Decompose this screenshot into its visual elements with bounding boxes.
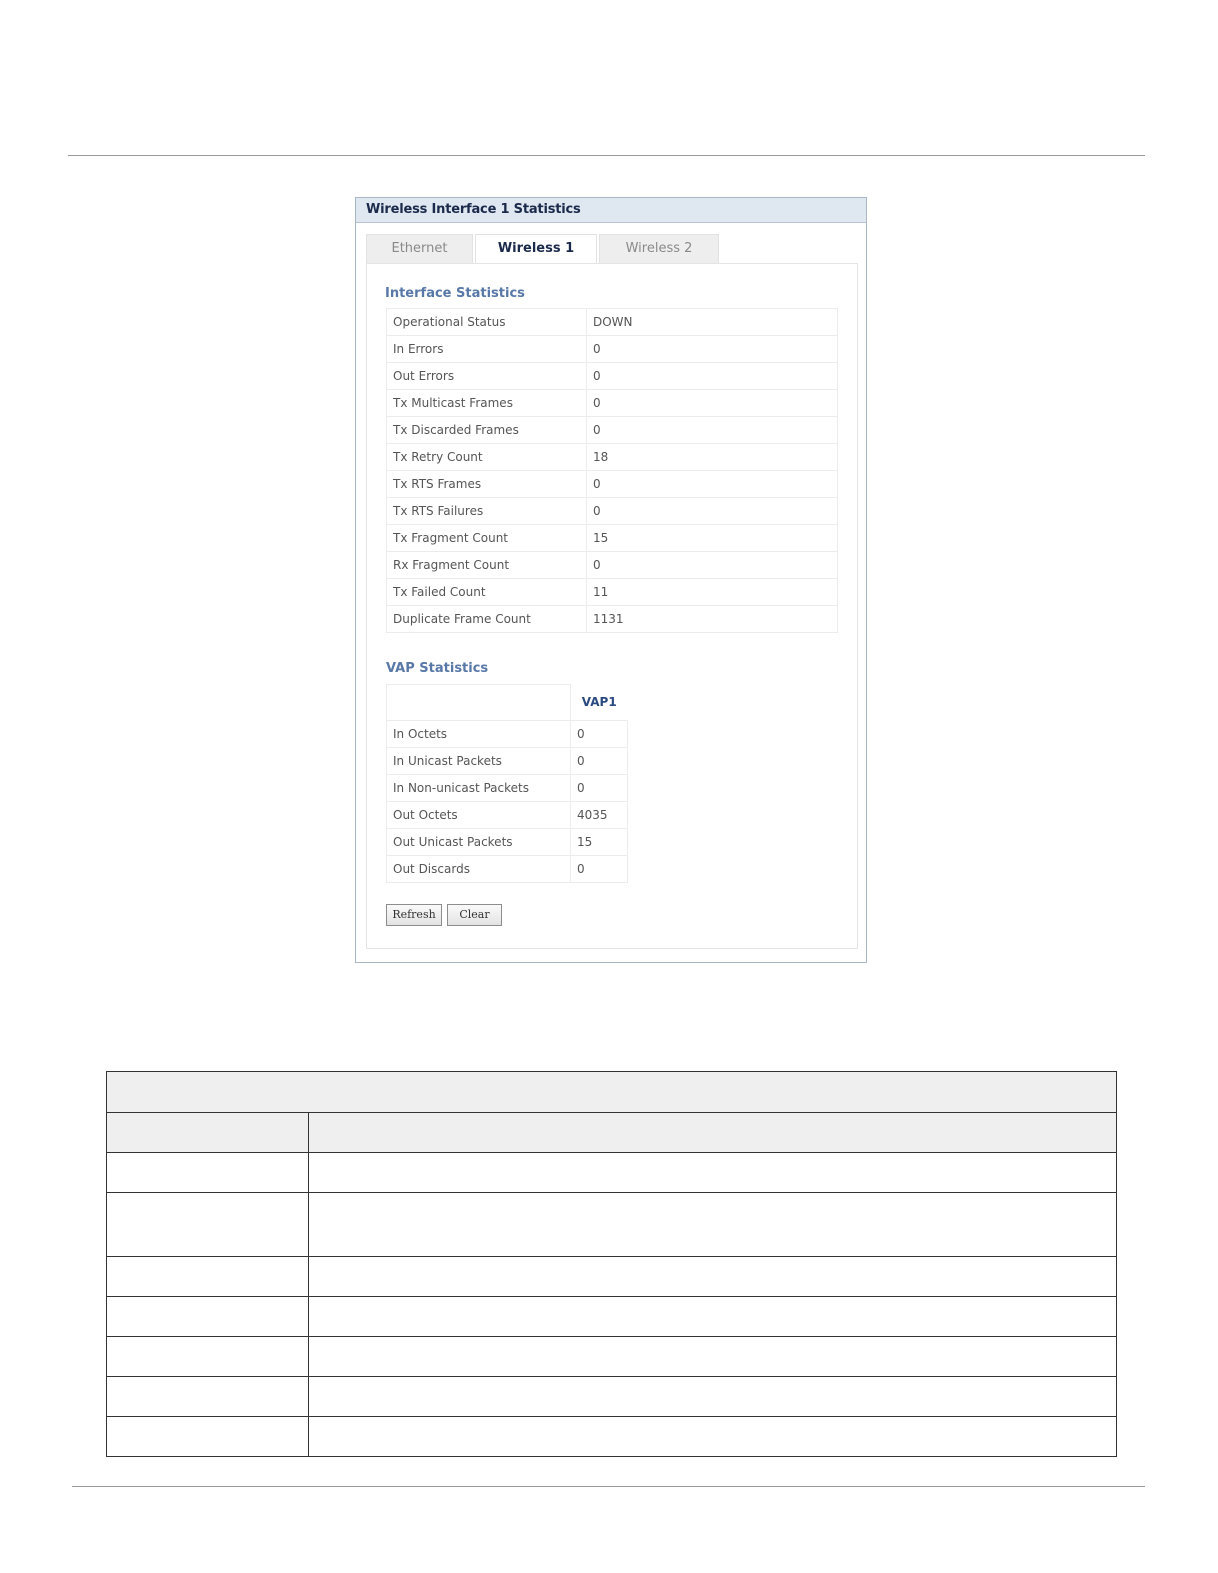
table-row	[387, 471, 838, 498]
panel-title: Wireless Interface 1 Statistics	[356, 198, 866, 223]
table-row	[387, 309, 838, 336]
table-row	[107, 1297, 1117, 1337]
table-row	[387, 498, 838, 525]
table-row	[387, 525, 838, 552]
header-cell-description	[309, 1113, 1117, 1153]
stat-label: Out Errors	[387, 363, 587, 390]
table-header-row	[387, 685, 628, 721]
table-row	[387, 802, 628, 829]
table-caption-cell	[107, 1072, 1117, 1113]
header-cell-label	[107, 1113, 309, 1153]
table-row	[387, 606, 838, 633]
row-label-cell	[107, 1257, 309, 1297]
empty-header-cell	[387, 685, 571, 721]
table-row	[387, 390, 838, 417]
clear-button[interactable]: Clear	[447, 904, 502, 926]
tab-wireless-2[interactable]: Wireless 2	[599, 234, 719, 264]
table-row	[107, 1337, 1117, 1377]
vap1-column-header: VAP1	[581, 695, 617, 710]
stat-label: Operational Status	[387, 309, 587, 336]
stat-value: 0	[587, 363, 838, 390]
stat-label: In Octets	[387, 721, 571, 748]
stat-value: 0	[571, 856, 628, 883]
table-row	[387, 417, 838, 444]
stat-label: Out Octets	[387, 802, 571, 829]
row-label-cell	[107, 1417, 309, 1457]
wireless-statistics-panel	[355, 197, 867, 963]
row-description-cell	[309, 1257, 1117, 1297]
stat-value: 0	[571, 748, 628, 775]
row-label-cell	[107, 1193, 309, 1257]
row-label-cell	[107, 1377, 309, 1417]
row-label-cell	[107, 1153, 309, 1193]
refresh-button[interactable]: Refresh	[386, 904, 442, 926]
stat-label: Out Discards	[387, 856, 571, 883]
stat-value: 0	[571, 721, 628, 748]
stat-value: 4035	[571, 802, 628, 829]
stat-value: 0	[571, 775, 628, 802]
stat-value: 0	[587, 552, 838, 579]
table-row	[387, 775, 628, 802]
stat-label: Duplicate Frame Count	[387, 606, 587, 633]
stat-label: Tx RTS Frames	[387, 471, 587, 498]
table-row	[387, 363, 838, 390]
row-description-cell	[309, 1377, 1117, 1417]
stat-label: In Unicast Packets	[387, 748, 571, 775]
stat-label: Rx Fragment Count	[387, 552, 587, 579]
table-row	[387, 829, 628, 856]
stat-label: Tx Retry Count	[387, 444, 587, 471]
interface-statistics-table	[386, 308, 838, 633]
stat-value: DOWN	[587, 309, 838, 336]
stat-value: 15	[587, 525, 838, 552]
table-row	[387, 336, 838, 363]
stat-value: 0	[587, 390, 838, 417]
row-label-cell	[107, 1297, 309, 1337]
table-row	[107, 1193, 1117, 1257]
stat-label: Tx RTS Failures	[387, 498, 587, 525]
stat-label: In Errors	[387, 336, 587, 363]
table-row	[107, 1377, 1117, 1417]
bottom-divider	[72, 1486, 1145, 1487]
table-header-row	[107, 1113, 1117, 1153]
row-description-cell	[309, 1153, 1117, 1193]
top-divider	[68, 155, 1145, 156]
table-row	[107, 1417, 1117, 1457]
stat-value: 0	[587, 498, 838, 525]
tab-content	[366, 263, 858, 949]
tab-ethernet[interactable]: Ethernet	[366, 234, 473, 264]
stat-label: Tx Discarded Frames	[387, 417, 587, 444]
stat-value: 0	[587, 336, 838, 363]
row-label-cell	[107, 1337, 309, 1377]
stat-label: Tx Multicast Frames	[387, 390, 587, 417]
stat-label: Out Unicast Packets	[387, 829, 571, 856]
stat-label: In Non-unicast Packets	[387, 775, 571, 802]
table-row	[387, 444, 838, 471]
row-description-cell	[309, 1297, 1117, 1337]
row-description-cell	[309, 1193, 1117, 1257]
row-description-cell	[309, 1337, 1117, 1377]
table-row	[387, 552, 838, 579]
table-row	[387, 579, 838, 606]
vap-statistics-title: VAP Statistics	[386, 661, 489, 676]
table-row	[107, 1153, 1117, 1193]
interface-statistics-title: Interface Statistics	[385, 286, 525, 301]
stat-value: 15	[571, 829, 628, 856]
stat-value: 11	[587, 579, 838, 606]
stat-value: 0	[587, 471, 838, 498]
stat-value: 0	[587, 417, 838, 444]
table-row	[387, 748, 628, 775]
stat-value: 18	[587, 444, 838, 471]
stat-value: 1131	[587, 606, 838, 633]
table-row	[387, 721, 628, 748]
table-caption-row	[107, 1072, 1117, 1113]
description-table	[106, 1071, 1117, 1457]
row-description-cell	[309, 1417, 1117, 1457]
tab-wireless-1[interactable]: Wireless 1	[475, 234, 597, 264]
stat-label: Tx Fragment Count	[387, 525, 587, 552]
stat-label: Tx Failed Count	[387, 579, 587, 606]
table-row	[107, 1257, 1117, 1297]
table-row	[387, 856, 628, 883]
vap-statistics-table	[386, 684, 628, 883]
